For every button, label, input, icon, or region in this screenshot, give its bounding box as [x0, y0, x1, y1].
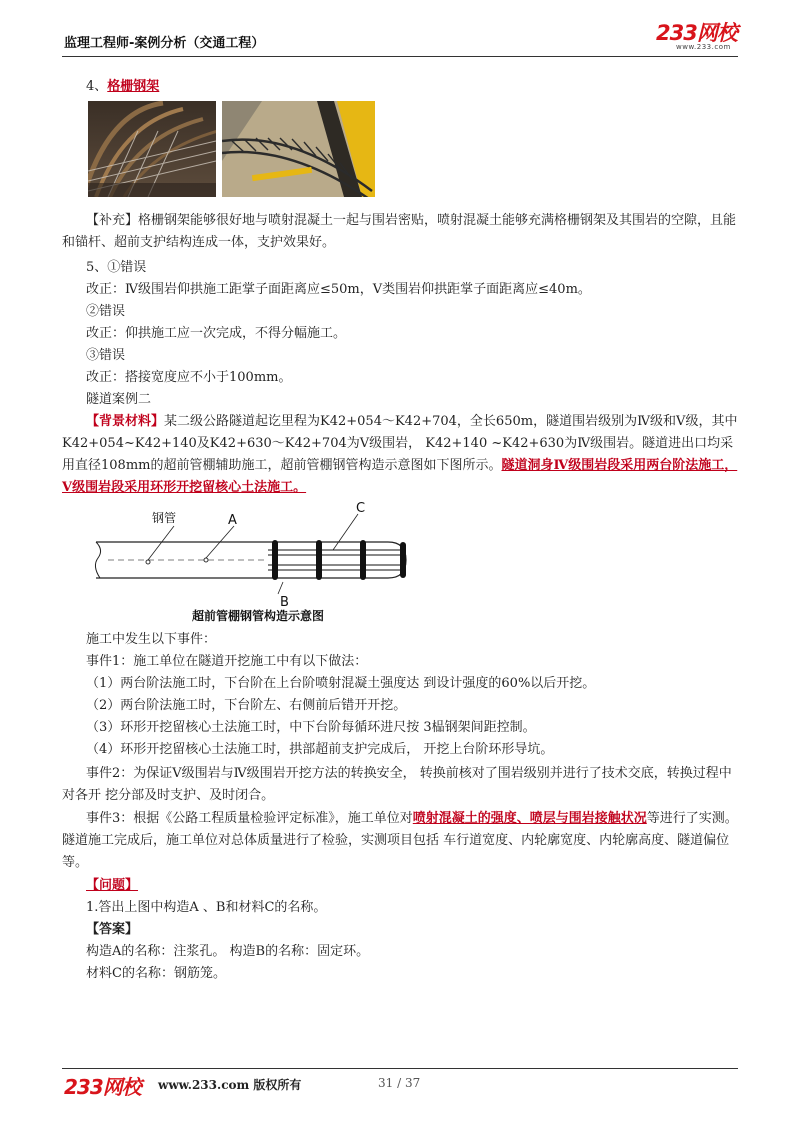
lattice-steel-frame-photo — [222, 101, 375, 197]
case-2-background: 【背景材料】某二级公路隧道起讫里程为K42+054～K42+704，全长650m，隧道围岩级别为Ⅳ级和Ⅴ级，其中K42+054~K42+140及K42+630～K42+704为Ⅴ级围岩， K42+140 ~K42+630为Ⅳ级围岩。隧道进出口均采用直径108mm的超前管棚辅助施工，超前管棚钢管构造示意图如下图所示。隧道洞身Ⅳ级围岩段采用两台阶法施工， Ⅴ级围岩段采用环形开挖留核心土法施工。 — [62, 414, 738, 495]
background-highlight: 隧道洞身Ⅳ级围岩段采用两台阶法施工， Ⅴ级围岩段采用环形开挖留核心土法施工。 — [62, 458, 738, 495]
event-1-item-4: （4）环形开挖留核心土法施工时，拱部超前支护完成后， 开挖上台阶环形导坑。 — [86, 742, 554, 757]
answer-tag: 【答案】 — [86, 922, 139, 937]
event-3-highlight: 喷射混凝土的强度、喷层与围岩接触状况 — [412, 811, 647, 826]
event-3: 事件3：根据《公路工程质量检验评定标准》，施工单位对喷射混凝土的强度、喷层与围岩接触状况等进行了实测。隧道施工完成后，施工单位对总体质量进行了检验，实测项目包括 车行道宽度、内轮廓宽度、内轮廓高度、隧道偏位等。 — [62, 811, 738, 870]
case-2-title: 隧道案例二 — [86, 392, 152, 407]
event-1-item-1: （1）两台阶法施工时，下台阶在上台阶喷射混凝土强度达 到设计强度的60%以后开挖。 — [86, 676, 596, 691]
page-header — [62, 22, 738, 57]
background-tag: 【背景材料】 — [86, 414, 165, 429]
supplement-tag: 【补充】 — [86, 213, 139, 228]
page-number: 31 / 37 — [378, 1076, 421, 1090]
footer-logo: 233网校 — [64, 1075, 141, 1099]
tunnel-steel-arch-photo — [88, 101, 216, 197]
question-1: 1.答出上图中构造A 、B和材料C的名称。 — [86, 900, 327, 915]
section-5-item-2: ②错误 — [86, 304, 126, 319]
event-1-item-2: （2）两台阶法施工时，下台阶左、右侧前后错开开挖。 — [86, 698, 407, 713]
events-intro: 施工中发生以下事件： — [86, 632, 217, 647]
event-1-item-3: （3）环形开挖留核心土法施工时，中下台阶每循环进尺按 3榀钢架间距控制。 — [86, 720, 536, 735]
section-5-fix-3: 改正：搭接宽度应不小于100mm。 — [86, 370, 292, 385]
header-title: 监理工程师-案例分析（交通工程） — [64, 36, 265, 51]
section-4-title[interactable]: 格栅钢架 — [107, 79, 160, 94]
section-4-heading: 4、格栅钢架 — [86, 79, 160, 94]
section-5-item-3: ③错误 — [86, 348, 126, 363]
diagram-caption: 超前管棚钢管构造示意图 — [192, 609, 325, 623]
section-5-item-1: 5、①错误 — [86, 260, 147, 275]
label-steel-pipe: 钢管 — [152, 511, 177, 525]
page-footer — [62, 1068, 738, 1099]
label-b: B — [280, 595, 289, 610]
event-2: 事件2：为保证Ⅴ级围岩与Ⅳ级围岩开挖方法的转换安全， 转换前核对了围岩级别并进行了技术交底，转换过程中对各开 挖分部及时支护、及时闭合。 — [62, 766, 732, 803]
answer-2: 材料C的名称：钢筋笼。 — [86, 966, 226, 981]
brand-logo: 233网校 www.233.com — [656, 21, 737, 51]
section-5-fix-2: 改正：仰拱施工应一次完成，不得分幅施工。 — [86, 326, 347, 341]
supplement-paragraph: 【补充】格栅钢架能够很好地与喷射混凝土一起与围岩密贴，喷射混凝土能够充满格栅钢架及其围岩的空隙，且能和锚杆、超前支护结构连成一体，支护效果好。 — [62, 213, 737, 250]
question-tag: 【问题】 — [86, 878, 139, 893]
answer-1: 构造A的名称：注浆孔。 构造B的名称：固定环。 — [86, 944, 370, 959]
pipe-roof-diagram — [88, 500, 448, 625]
footer-site: www.233.com 版权所有 — [158, 1078, 302, 1092]
section-5-fix-1: 改正：Ⅳ级围岩仰拱施工距掌子面距离应≤50m，Ⅴ类围岩仰拱距掌子面距离应≤40m。 — [86, 282, 591, 297]
label-a: A — [228, 513, 237, 528]
event-1: 事件1：施工单位在隧道开挖施工中有以下做法： — [86, 654, 368, 669]
label-c: C — [356, 501, 366, 516]
